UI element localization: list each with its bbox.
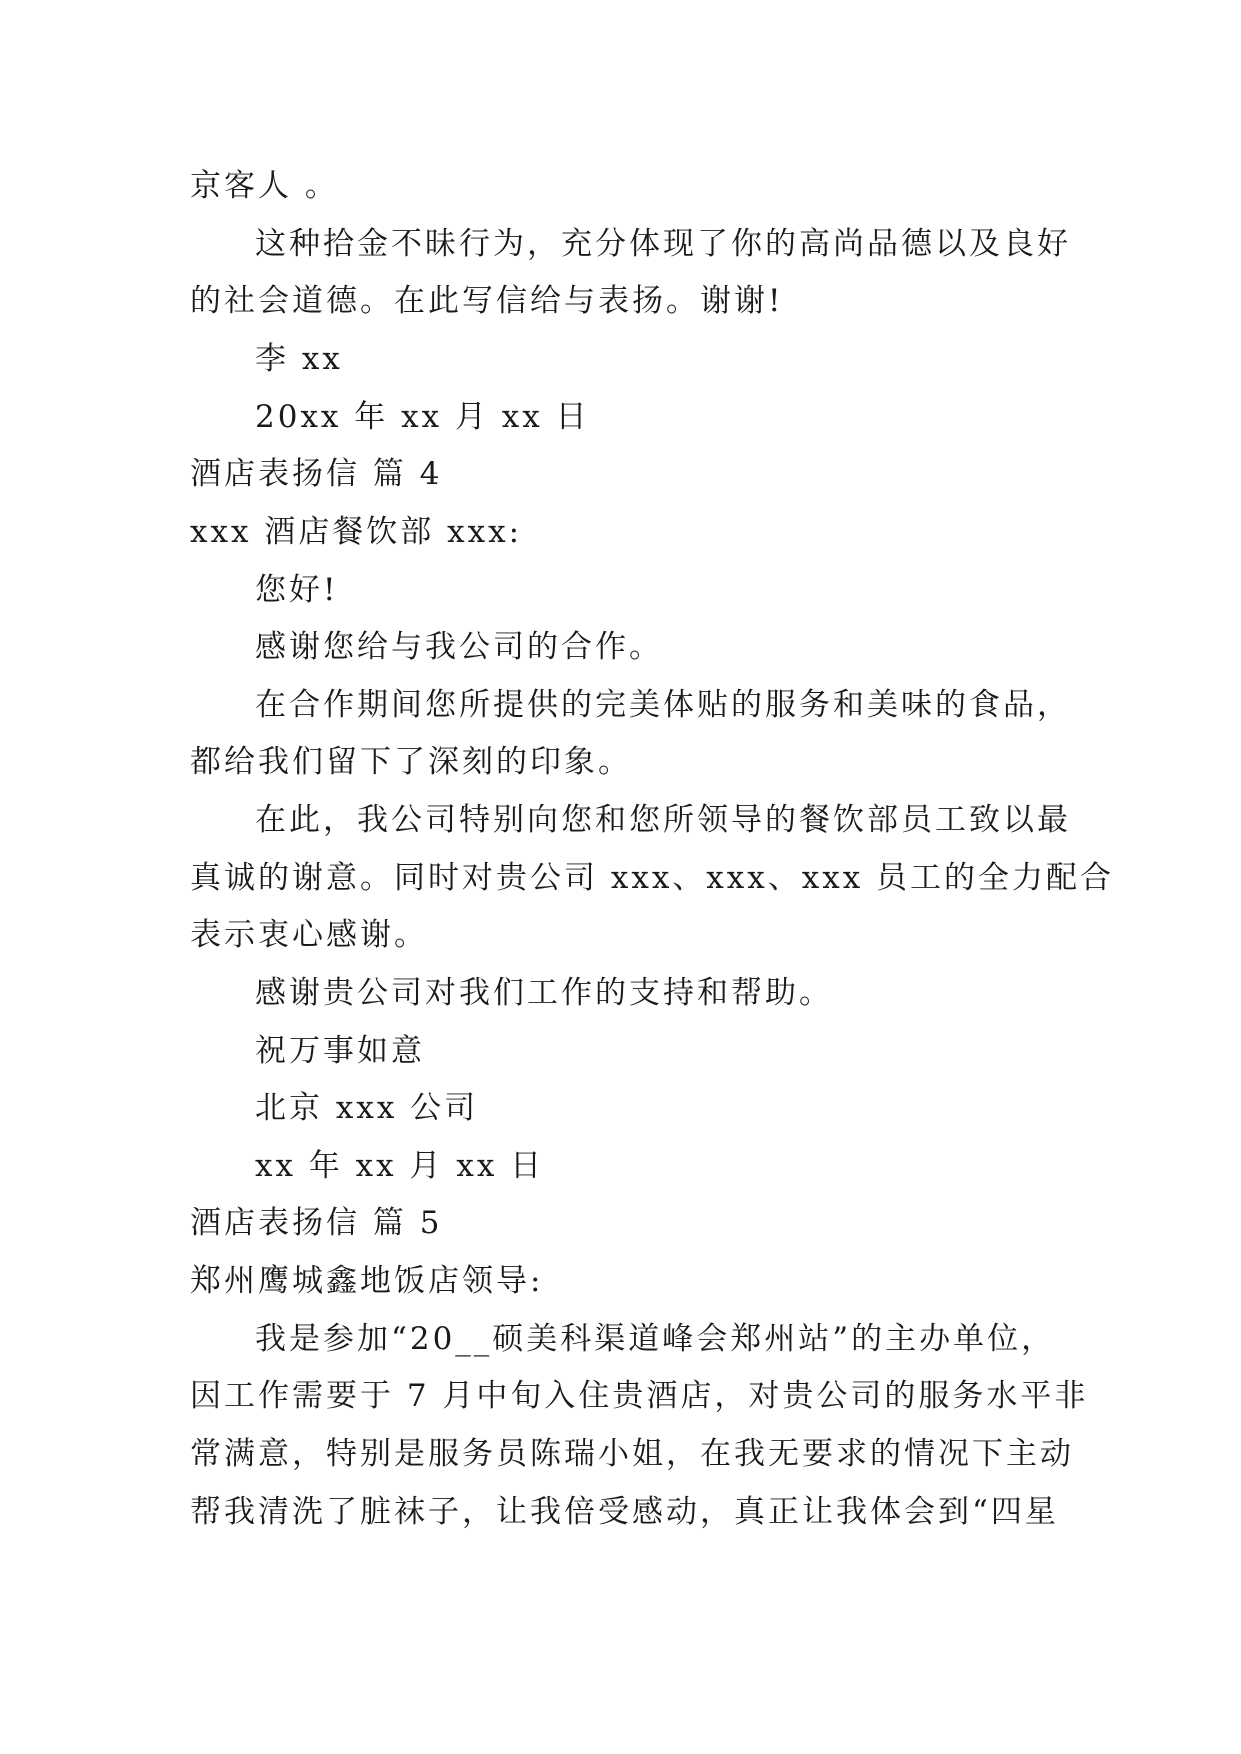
text-line: 感谢您给与我公司的合作。	[255, 629, 663, 665]
signature-name: 北京 xxx 公司	[255, 1090, 479, 1126]
text-line: 都给我们留下了深刻的印象。	[190, 744, 632, 780]
salutation: xxx 酒店餐饮部 xxx:	[190, 514, 523, 550]
closing: 祝万事如意	[255, 1033, 425, 1069]
text-line: 常满意，特别是服务员陈瑞小姐，在我无要求的情况下主动	[190, 1436, 1074, 1472]
text-line: 感谢贵公司对我们工作的支持和帮助。	[255, 975, 833, 1011]
greeting: 您好!	[255, 572, 339, 608]
text-line: 在合作期间您所提供的完美体贴的服务和美味的食品，	[255, 687, 1071, 723]
text-line: 京客人 。	[190, 168, 339, 204]
text-line: 帮我清洗了脏袜子，让我倍受感动，真正让我体会到“四星	[190, 1494, 1059, 1530]
text-line: 的社会道德。在此写信给与表扬。谢谢!	[190, 283, 784, 319]
section-heading: 酒店表扬信 篇 4	[190, 456, 443, 492]
text-line: 因工作需要于 7 月中旬入住贵酒店，对贵公司的服务水平非	[190, 1378, 1089, 1414]
text-line: 在此，我公司特别向您和您所领导的餐饮部员工致以最	[255, 802, 1071, 838]
text-line: 我是参加“20__硕美科渠道峰会郑州站”的主办单位，	[255, 1321, 1056, 1357]
text-line: 真诚的谢意。同时对贵公司 xxx、xxx、xxx 员工的全力配合	[190, 860, 1115, 896]
text-line: 表示衷心感谢。	[190, 917, 428, 953]
text-line: 这种拾金不昧行为，充分体现了你的高尚品德以及良好	[255, 226, 1071, 262]
signature-date: xx 年 xx 月 xx 日	[255, 1148, 545, 1184]
section-heading: 酒店表扬信 篇 5	[190, 1205, 443, 1241]
signature-name: 李 xx	[255, 341, 343, 377]
salutation: 郑州鹰城鑫地饭店领导:	[190, 1263, 544, 1299]
signature-date: 20xx 年 xx 月 xx 日	[255, 399, 590, 435]
